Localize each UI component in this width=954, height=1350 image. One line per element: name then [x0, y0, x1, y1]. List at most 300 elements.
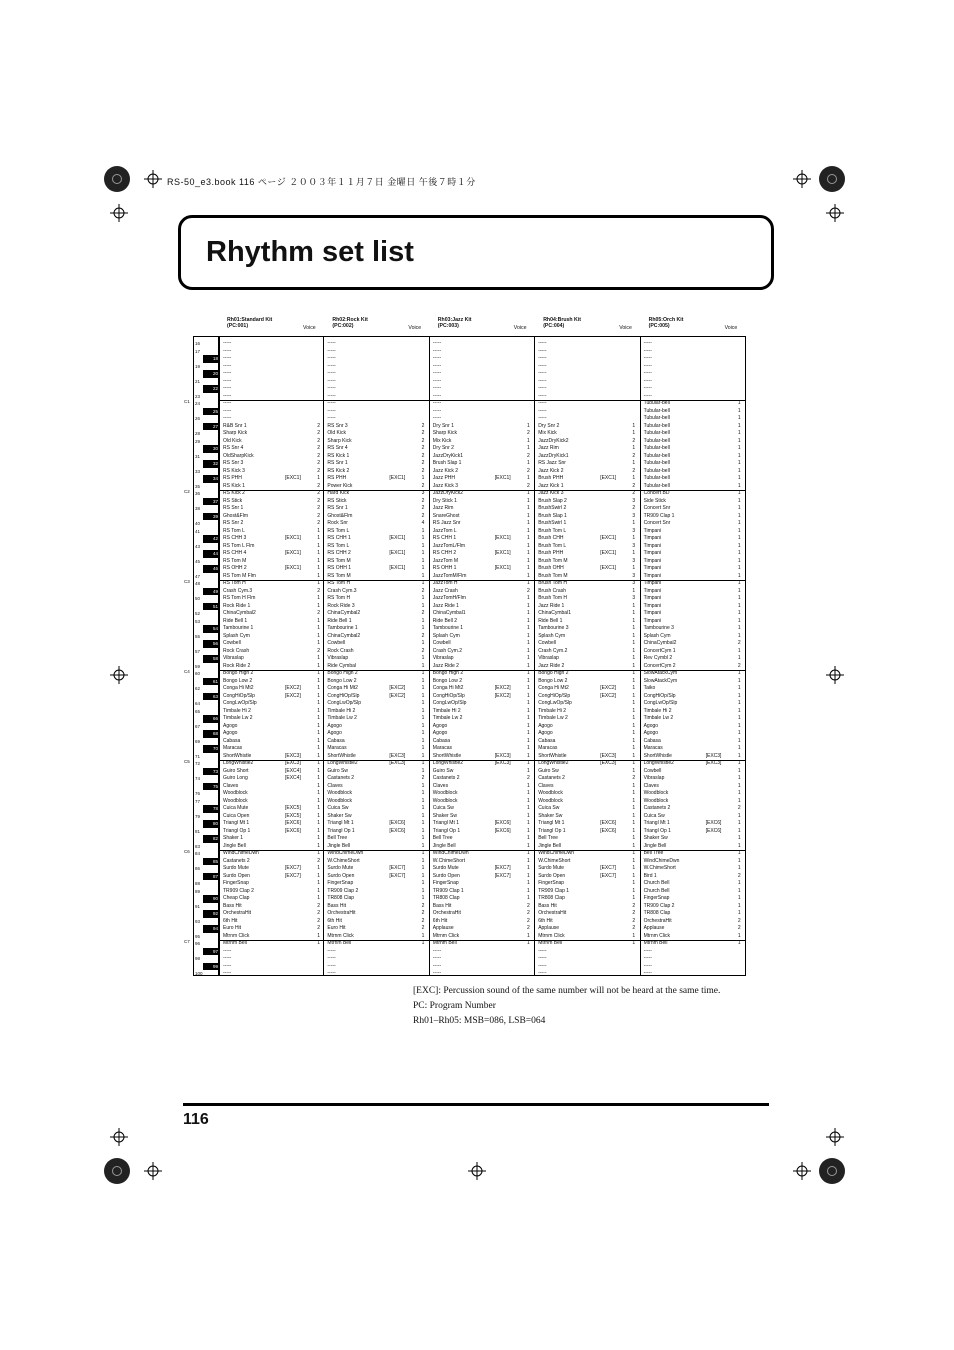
table-row — [433, 963, 533, 971]
octave-divider — [324, 670, 428, 671]
instrument-name: OrchestraHit — [327, 910, 356, 916]
instrument-name: RS Kick 1 — [327, 452, 350, 459]
voice-count: 1 — [421, 887, 425, 894]
voice-count: 1 — [737, 467, 741, 474]
table-row — [327, 760, 427, 768]
table-row — [327, 498, 427, 506]
instrument-name: RS Tom L — [327, 542, 350, 549]
table-row — [223, 393, 323, 401]
exclusive-group: [EXC3] — [285, 760, 301, 766]
table-row — [433, 378, 533, 386]
voice-count: 1 — [737, 460, 741, 466]
table-row — [538, 685, 638, 693]
table-row — [644, 948, 744, 956]
table-row — [538, 595, 638, 603]
voice-count: 1 — [737, 407, 741, 414]
table-row — [223, 655, 323, 663]
table-row — [223, 895, 323, 903]
instrument-name: JazzTomM/Flm — [432, 572, 467, 579]
octave-divider — [641, 490, 745, 491]
voice-count: 1 — [737, 595, 741, 601]
voice-count: 1 — [317, 932, 320, 939]
instrument-name: Old Kick — [327, 430, 347, 436]
table-row — [538, 445, 638, 453]
voice-count: 1 — [737, 497, 741, 504]
instrument-name: W.ChimeShort — [643, 865, 676, 871]
table-row — [223, 610, 323, 618]
instrument-name: BrushSwirl 1 — [538, 520, 567, 526]
voice-count: 1 — [317, 737, 320, 744]
instrument-name: Brush Tom M — [538, 557, 568, 564]
table-row — [644, 693, 744, 701]
key-number: 38 — [195, 506, 201, 511]
kit-column — [641, 336, 746, 976]
exclusive-group: [EXC6] — [494, 827, 511, 834]
instrument-name: Bongo High 2 — [432, 670, 464, 676]
voice-count: 1 — [421, 940, 425, 946]
voice-count: 2 — [632, 775, 636, 781]
voice-count: 1 — [737, 602, 741, 609]
table-row — [223, 783, 323, 791]
voice-count: 2 — [421, 445, 425, 451]
voice-count: 1 — [421, 625, 425, 631]
instrument-name: Shaker 1 — [223, 835, 244, 841]
instrument-name: Bass Hit — [538, 902, 557, 909]
instrument-name: ----- — [432, 407, 442, 414]
table-row — [433, 438, 533, 446]
exclusive-group: [EXC6] — [705, 827, 722, 834]
table-row — [433, 760, 533, 768]
instrument-name: Mtrnm Bell — [538, 940, 563, 946]
table-row — [644, 970, 744, 978]
table-row — [433, 813, 533, 821]
key-number: 74 — [195, 776, 201, 781]
voice-count: 1 — [317, 820, 320, 826]
key-number: 18 — [194, 355, 218, 363]
instrument-name: RS PHH — [223, 475, 242, 481]
instrument-name: Tambourine 3 — [643, 625, 674, 631]
exclusive-group: [EXC3] — [494, 752, 511, 759]
voice-count: 1 — [737, 670, 741, 676]
voice-count: 1 — [421, 707, 425, 714]
table-row — [433, 865, 533, 873]
voice-count: 1 — [527, 805, 530, 811]
instrument-name: Mix Kick — [432, 437, 452, 444]
voice-count: 2 — [317, 910, 320, 916]
voice-count: 1 — [527, 535, 530, 541]
table-row — [538, 805, 638, 813]
table-row — [223, 753, 323, 761]
instrument-name: Timpani — [643, 602, 662, 609]
voice-count: 2 — [421, 610, 425, 616]
key-number: 72 — [195, 761, 201, 766]
instrument-name: ChinaCymbal2 — [327, 610, 361, 616]
octave-divider — [430, 490, 534, 491]
voice-count: 1 — [527, 490, 530, 496]
instrument-name: Mtrnm Click — [643, 932, 670, 939]
instrument-name: Timpani — [643, 580, 662, 586]
voice-count: 1 — [737, 767, 741, 774]
key-number: 54 — [194, 625, 218, 633]
table-row — [223, 888, 323, 896]
instrument-name: Shaker Sw — [432, 812, 457, 819]
instrument-name: Cowbell — [223, 640, 241, 646]
voice-count: 1 — [632, 737, 636, 744]
instrument-name: Jazz Ride 2 — [432, 662, 459, 669]
table-row — [538, 565, 638, 573]
instrument-name: Timbale Hi 2 — [327, 707, 356, 714]
table-row — [538, 490, 638, 498]
instrument-name: WindChimeDwn — [223, 850, 259, 856]
instrument-name: ----- — [538, 347, 547, 354]
instrument-name: ----- — [327, 970, 336, 976]
instrument-name: Woodblock — [643, 797, 669, 804]
exclusive-group: [EXC6] — [600, 827, 617, 834]
column-header: Rh01:Standard Kit (PC:001) Voice — [227, 317, 316, 331]
table-row — [433, 933, 533, 941]
table-row — [327, 588, 427, 596]
instrument-name: Tambourine 3 — [538, 625, 569, 631]
registration-target-icon — [819, 1158, 845, 1184]
instrument-name: Bell Tree — [327, 835, 348, 841]
voice-count: 2 — [632, 482, 636, 489]
table-row — [644, 400, 744, 408]
voice-count: 1 — [632, 475, 636, 481]
instrument-name: ----- — [432, 340, 442, 346]
instrument-name: TR909 Clap 1 — [643, 512, 675, 519]
instrument-name: FingerSnap — [327, 880, 354, 886]
instrument-name: Mtrnm Bell — [327, 940, 352, 946]
table-row — [433, 955, 533, 963]
voice-count: 2 — [632, 490, 636, 496]
key-number: 69 — [195, 738, 201, 744]
key-number: 56 — [194, 640, 218, 648]
key-number: 29 — [195, 438, 201, 444]
instrument-name: LongWhistle2 — [538, 760, 569, 766]
table-row — [223, 468, 323, 476]
voice-count: 1 — [737, 940, 741, 946]
instrument-name: Jazz Rim — [538, 445, 559, 451]
voice-count: 2 — [737, 917, 741, 924]
voice-count: 1 — [737, 820, 741, 826]
voice-count: 2 — [632, 910, 636, 916]
table-row — [433, 490, 533, 498]
instrument-name: ----- — [538, 407, 547, 414]
voice-count: 1 — [632, 685, 636, 691]
table-row — [433, 460, 533, 468]
crosshair-icon — [110, 666, 128, 684]
table-row — [644, 603, 744, 611]
voice-count: 2 — [317, 467, 320, 474]
voice-count: 1 — [317, 602, 320, 609]
table-row — [433, 730, 533, 738]
table-row — [223, 505, 323, 513]
table-row — [223, 670, 323, 678]
instrument-name: ChinaCymbal2 — [223, 610, 256, 616]
table-row — [327, 393, 427, 401]
instrument-name: Old Kick — [223, 437, 242, 444]
table-row — [223, 955, 323, 963]
table-row — [644, 595, 744, 603]
voice-count: 1 — [317, 565, 320, 571]
key-number: 60 — [195, 671, 201, 676]
voice-count: 1 — [317, 685, 320, 691]
table-row — [644, 498, 744, 506]
instrument-name: Claves — [643, 782, 659, 789]
instrument-name: OrchestraHit — [432, 910, 461, 916]
instrument-name: WindChimeDwn — [643, 857, 680, 864]
voice-count: 1 — [632, 730, 636, 736]
table-row — [538, 850, 638, 858]
instrument-name: Surdo Mute — [223, 865, 249, 871]
table-row — [538, 588, 638, 596]
instrument-name: WindChimeDwn — [538, 850, 575, 856]
table-row — [538, 633, 638, 641]
instrument-name: Ride Bell 1 — [538, 617, 563, 624]
voice-count: 1 — [421, 535, 425, 541]
voice-count: 1 — [421, 715, 425, 721]
instrument-name: Brush Tom L — [538, 542, 567, 549]
voice-count: 1 — [421, 662, 425, 669]
table-row — [327, 543, 427, 551]
kit-column — [324, 336, 429, 976]
instrument-name: Claves — [327, 782, 343, 789]
voice-count: 1 — [737, 625, 741, 631]
crosshair-icon — [793, 170, 811, 188]
instrument-name: ----- — [432, 377, 442, 384]
instrument-name: Cowbell — [643, 767, 662, 774]
instrument-name: RS CHH 4 — [223, 550, 247, 556]
table-row — [433, 715, 533, 723]
table-row — [327, 678, 427, 686]
exclusive-group: [EXC5] — [285, 812, 301, 819]
voice-count: 1 — [632, 760, 636, 766]
table-row — [644, 670, 744, 678]
instrument-name: Applause — [538, 925, 560, 931]
instrument-name: Triangl Mt 1 — [327, 820, 354, 826]
crosshair-icon — [110, 204, 128, 222]
instrument-name: Rock Snr — [327, 520, 348, 526]
key-number: 75 — [194, 783, 218, 791]
voice-count: 1 — [421, 850, 425, 856]
voice-count: 1 — [527, 550, 530, 556]
table-row — [327, 453, 427, 461]
voice-count: 1 — [527, 887, 530, 894]
instrument-name: RS Tom L — [223, 527, 245, 534]
table-row — [644, 580, 744, 588]
voice-count: 1 — [737, 655, 741, 661]
voice-count: 1 — [737, 692, 741, 699]
table-row — [538, 378, 638, 386]
table-row — [223, 798, 323, 806]
voice-count: 1 — [317, 745, 320, 751]
voice-count: 1 — [632, 677, 636, 684]
instrument-name: Timbale Lw 2 — [432, 715, 463, 721]
instrument-name: Brush Crash — [538, 587, 566, 594]
table-row — [644, 415, 744, 423]
voice-count: 1 — [737, 685, 741, 691]
voice-count: 1 — [632, 805, 636, 811]
table-row — [327, 558, 427, 566]
octave-divider — [641, 580, 745, 581]
voice-count: 1 — [317, 700, 320, 706]
voice-count: 1 — [527, 632, 530, 639]
table-row — [538, 408, 638, 416]
table-row — [327, 745, 427, 753]
instrument-name: Jingle Bell — [327, 842, 351, 849]
table-row — [327, 535, 427, 543]
voice-count: 1 — [737, 782, 741, 789]
table-row — [327, 940, 427, 948]
voice-count: 2 — [632, 925, 636, 931]
voice-count: 1 — [421, 857, 425, 864]
instrument-name: Side Stick — [643, 497, 666, 504]
table-row — [223, 490, 323, 498]
table-row — [538, 753, 638, 761]
octave-divider — [220, 400, 323, 401]
voice-count: 1 — [737, 565, 741, 571]
exclusive-group: [EXC3] — [600, 760, 617, 766]
table-row — [433, 880, 533, 888]
voice-count: 1 — [527, 542, 530, 549]
table-row — [433, 543, 533, 551]
table-row — [538, 603, 638, 611]
voice-count: 1 — [737, 475, 741, 481]
instrument-name: Timpani — [643, 610, 662, 616]
key-number: 27 — [194, 423, 218, 431]
voice-count: 1 — [737, 400, 741, 406]
table-row — [223, 970, 323, 978]
exclusive-group: [EXC3] — [494, 760, 511, 766]
table-row — [327, 700, 427, 708]
instrument-name: Bass Hit — [327, 902, 347, 909]
instrument-name: ----- — [538, 377, 547, 384]
instrument-name: RS CHH 2 — [432, 550, 457, 556]
table-row — [327, 378, 427, 386]
octave-divider — [535, 850, 639, 851]
octave-divider — [430, 580, 534, 581]
instrument-name: ----- — [223, 385, 232, 391]
instrument-name: Mtrnm Bell — [432, 940, 457, 946]
key-number: 94 — [194, 925, 218, 933]
voice-count: 1 — [527, 707, 530, 714]
voice-count: 1 — [632, 422, 636, 429]
instrument-name: Rock Ride 2 — [223, 662, 251, 669]
instrument-name: Timpani — [643, 587, 662, 594]
instrument-name: Timpani — [643, 565, 662, 571]
octave-divider — [535, 760, 639, 761]
voice-count: 2 — [317, 902, 320, 909]
instrument-name: Jazz Ride 1 — [432, 602, 459, 609]
table-row — [327, 408, 427, 416]
instrument-name: RS Kick 2 — [327, 467, 350, 474]
voice-count: 1 — [737, 587, 741, 594]
voice-count: 2 — [632, 467, 636, 474]
instrument-name: Timbale Hi 2 — [643, 707, 672, 714]
key-number: 65 — [195, 708, 201, 714]
voice-count: 1 — [421, 595, 425, 601]
instrument-name: Woodblock — [538, 797, 563, 804]
table-row — [433, 625, 533, 633]
table-row — [223, 633, 323, 641]
crosshair-icon — [144, 170, 162, 188]
table-row — [644, 355, 744, 363]
voice-count: 1 — [317, 557, 320, 564]
voice-count: 1 — [317, 662, 320, 669]
instrument-name: Agogo — [643, 730, 659, 736]
table-row — [223, 925, 323, 933]
table-row — [644, 850, 744, 858]
octave-divider — [324, 940, 428, 941]
key-number: 79 — [195, 813, 201, 819]
instrument-name: Mtrnm Click — [327, 932, 354, 939]
table-row — [538, 400, 638, 408]
table-row — [327, 738, 427, 746]
instrument-name: Brush PHH — [538, 475, 564, 481]
voice-count: 1 — [737, 842, 741, 849]
table-row — [223, 693, 323, 701]
table-row — [433, 858, 533, 866]
table-row — [433, 903, 533, 911]
table-row — [538, 655, 638, 663]
exclusive-group: [EXC2] — [389, 692, 406, 699]
table-row — [538, 775, 638, 783]
instrument-name: ----- — [538, 400, 547, 406]
table-row — [327, 820, 427, 828]
table-row — [327, 723, 427, 731]
voice-count: 1 — [421, 655, 425, 661]
table-row — [223, 820, 323, 828]
voice-count: 1 — [527, 745, 530, 751]
instrument-name: Jazz Kick 2 — [538, 467, 564, 474]
table-row — [433, 580, 533, 588]
voice-count: 1 — [527, 625, 530, 631]
table-row — [538, 880, 638, 888]
voice-count: 1 — [527, 932, 530, 939]
instrument-name: OrchestraHit — [538, 910, 567, 916]
voice-count: 1 — [737, 535, 741, 541]
table-row — [223, 363, 323, 371]
table-row — [433, 895, 533, 903]
instrument-name: CongHiOp/Slp — [223, 692, 255, 699]
table-row — [644, 573, 744, 581]
voice-count: 1 — [317, 827, 320, 834]
voice-count: 1 — [317, 625, 320, 631]
table-row — [327, 910, 427, 918]
voice-count: 2 — [737, 925, 741, 931]
instrument-name: ----- — [643, 962, 652, 969]
instrument-name: ----- — [538, 947, 547, 954]
voice-count: 1 — [632, 715, 636, 721]
voice-count: 3 — [632, 572, 636, 579]
instrument-name: Guiro Sw — [432, 767, 454, 774]
voice-count: 1 — [527, 655, 530, 661]
voice-count: 1 — [737, 857, 741, 864]
table-row — [327, 550, 427, 558]
voice-count: 1 — [527, 677, 530, 684]
table-row — [433, 603, 533, 611]
instrument-name: LongWhistle2 — [643, 760, 674, 766]
table-row — [433, 498, 533, 506]
table-row — [538, 865, 638, 873]
table-row — [327, 835, 427, 843]
table-row — [327, 520, 427, 528]
instrument-name: Splash Cym — [223, 632, 250, 639]
table-row — [433, 468, 533, 476]
table-row — [433, 348, 533, 356]
voice-count: 1 — [737, 827, 741, 834]
exclusive-group: [EXC1] — [285, 475, 301, 481]
